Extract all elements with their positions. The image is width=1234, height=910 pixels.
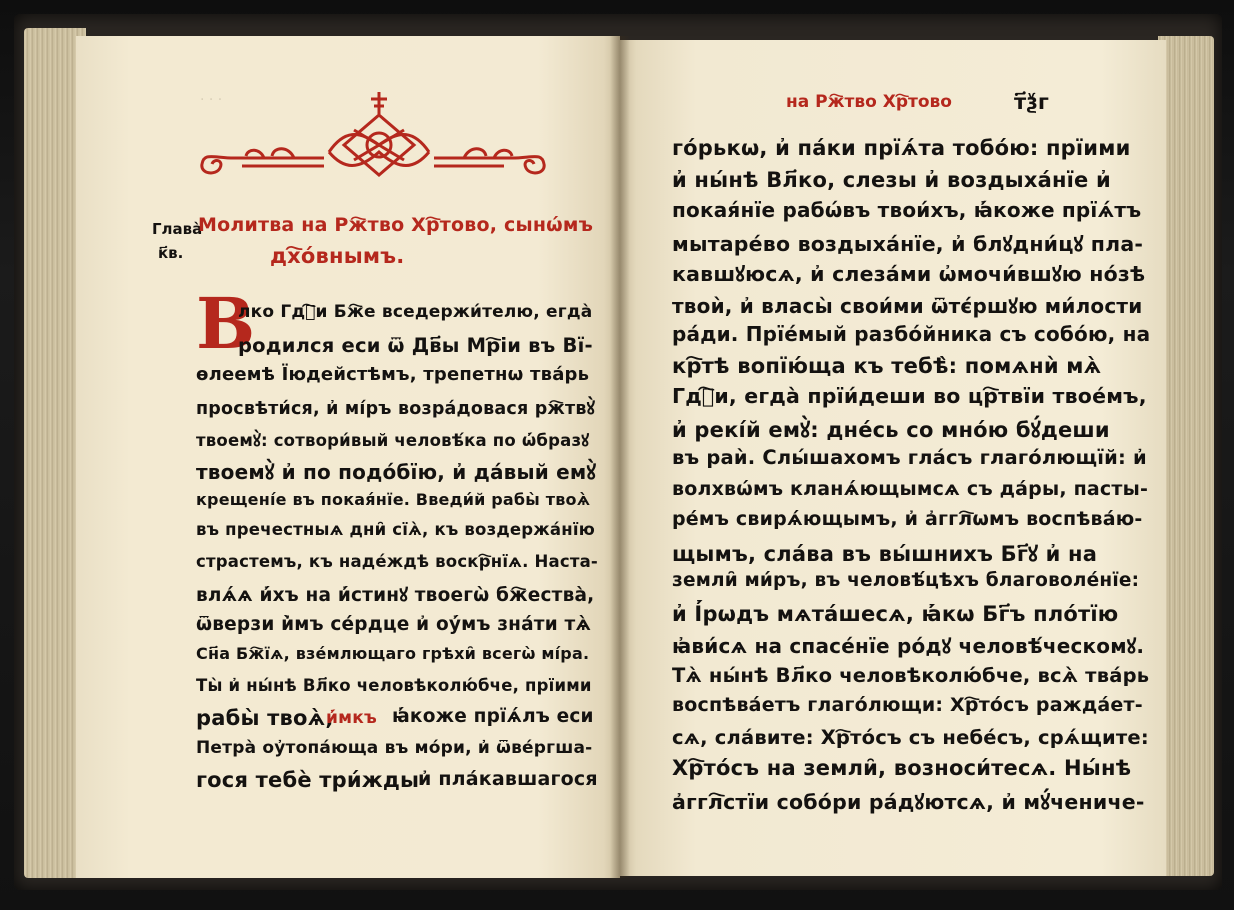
right-line-7: ра́ди. Прїе́мый разбо́йника съ собо́ю, на — [672, 322, 1151, 346]
drop-cap: В — [196, 282, 256, 365]
left-line-12: Сн҃а Бж҇їѧ, взе́млющаго грѣхи̑ всегѡ̀ мі́ра. — [196, 644, 590, 663]
running-head: на Рж҇тво Хр҇тово — [786, 92, 952, 112]
left-line-6: твоемꙋ̀ и҆ по подо́бїю, и҆ да́вый емꙋ̀ — [196, 460, 597, 484]
left-line-5: твоемꙋ̀: сотвори́вый человѣ́ка по ѡ҆́бразꙋ — [196, 431, 590, 450]
right-line-10: и҆ рекі́й емꙋ̀: дне́сь со мно́ю бꙋ́деши — [672, 418, 1110, 442]
right-line-21: Хр҇то́съ на земли̑, возноси́тесѧ. Ны́нѣ — [672, 756, 1132, 780]
right-line-9: Гдⷭ҇и, егда̀ прїи́деши во цр҇твїи твое́мъ, — [672, 384, 1147, 408]
right-line-17: ꙗ҆ви́сѧ на спасе́нїе ро́дꙋ человѣ́ческомꙋ. — [672, 634, 1145, 658]
prayer-title-line-1: Молитва на Рж҇тво Хр҇тово, сынѡ́мъ — [198, 214, 594, 236]
left-line-1: лко Гдⷭ҇и Бж҇е вседержи́телю, егда̀ — [238, 302, 593, 322]
headpiece-ornament — [194, 90, 552, 182]
bleed-through-text: · · · — [200, 92, 223, 108]
right-line-3: покая́нїе рабѡ́въ твои́хъ, ꙗ҆́коже прїѧ́тъ — [672, 198, 1142, 222]
left-line-15: Петра̀ оу҆топа́юща въ мо́ри, и҆ ѿве́ргша- — [196, 738, 593, 758]
left-line-2: родился еси ѿ Дв҃ы Мр҇іи въ Вї- — [238, 334, 593, 357]
right-line-2: и҆ ны́нѣ Вл҃ко, слезы и҆ воздыха́нїе и҆ — [672, 168, 1111, 192]
right-line-19: воспѣва́етъ глаго́лющи: Хр҇то́съ ражда́ет- — [672, 694, 1143, 716]
left-line-14a: рабы̀ твоѧ̀, — [196, 706, 334, 730]
page-number: т҃ѯг — [1014, 90, 1049, 114]
left-line-16b: и҆ пла́кавшагося — [418, 768, 598, 790]
left-line-10: влѧ́ѧ и҆́хъ на и҆́стинꙋ твоегѡ̀ бж҇ества̀, — [196, 585, 595, 606]
right-line-16: и҆ І҆́рѡдъ мѧта́шесѧ, ꙗ҆́кѡ Бг҃ъ пло́тїю — [672, 602, 1119, 626]
right-line-12: волхвѡ́мъ кланѧ́ющымсѧ съ да́ры, пасты- — [672, 478, 1149, 500]
left-line-4: просвѣти́ся, и҆ мі́ръ возра́довася рж҇твꙋ̀ — [196, 399, 596, 419]
left-line-7: крещені́е въ покая́нїе. Введи́й рабы̀ твоѧ̀ — [196, 490, 591, 509]
margin-chapter-number: к҃в. — [158, 244, 184, 262]
left-line-3: ѳлеемѣ Їюдейстѣмъ, трепетнѡ тва́рь — [196, 364, 590, 385]
right-line-8: кр҇тѣ вопїю́ща къ тебѣ̀: помѧнѝ мѧ̀ — [672, 354, 1102, 378]
right-line-6: твоѝ, и҆ власы̀ свои́ми ѿтє́ршꙋю ми́лости — [672, 294, 1143, 318]
left-line-16a: гося тебѐ три́жды — [196, 768, 420, 792]
left-line-8: въ пречестныѧ дни̑ сїѧ̀, къ воздержа́нїю — [196, 520, 595, 539]
right-line-14: щымъ, сла́ва въ вы́шнихъ Бг҃ꙋ и҆ на — [672, 542, 1098, 566]
prayer-title-line-2: дх҇о́внымъ. — [270, 244, 405, 268]
book-gutter — [610, 36, 630, 878]
right-line-11: въ раѝ. Слы́шахомъ гла́съ глаго́лющїй: и҆ — [672, 446, 1147, 469]
rubric-name-mark: и҆́мкъ — [326, 708, 377, 728]
right-line-20: сѧ, сла́вите: Хр҇то́съ съ небе́съ, срѧ́щите: — [672, 726, 1149, 749]
left-line-9: страстемъ, къ наде́ждѣ воскр҇нїѧ. Наста- — [196, 552, 598, 571]
right-line-1: го́рькѡ, и҆ па́ки прїѧ́та тобо́ю: прїими — [672, 136, 1131, 160]
left-line-14b: ꙗ҆́коже прїѧ́лъ еси — [392, 706, 594, 727]
right-line-18: Тѧ̀ ны́нѣ Вл҃ко человѣколю́бче, всѧ̀ тва́рь — [672, 664, 1150, 687]
right-line-13: ре́мъ свирѧ́ющымъ, и҆ а҆ггл҇ѡмъ воспѣва́ю- — [672, 508, 1143, 530]
margin-chapter-label: Глава̀ — [152, 220, 203, 238]
right-line-4: мытаре́во воздыха́нїе, и҆ блꙋдни́цꙋ пла- — [672, 232, 1144, 256]
right-line-22: а҆ггл҇стїи собо́ри ра́дꙋютсѧ, и҆ мꙋ́чениче- — [672, 790, 1145, 814]
right-line-5: кавшꙋюсѧ, и҆ слеза́ми ѡ҆мочи́вшꙋю но́зѣ — [672, 262, 1146, 286]
page-edges-right — [1158, 36, 1214, 876]
left-line-11: ѿверзи и҆̀мъ се́рдце и҆ оу҆́мъ зна́ти тѧ̀ — [196, 614, 592, 635]
left-line-13: Ты̀ и҆ ны́нѣ Вл҃ко человѣколю́бче, прїими — [196, 676, 592, 695]
right-line-15: земли̑ ми́ръ, въ человѣ́цѣхъ благоволе́нїе: — [672, 570, 1140, 591]
